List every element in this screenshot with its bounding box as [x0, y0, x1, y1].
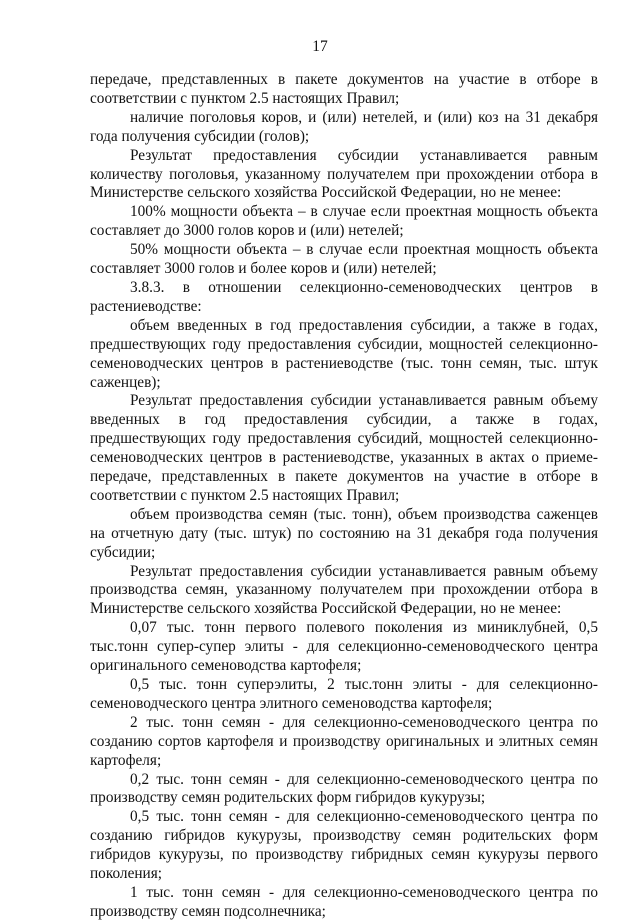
paragraph: Результат предоставления субсидии устанавливается равным количеству поголовья, указанному получателем при прохождении отбора в Министерстве сельского хозяйства Российской Федерации, но не менее: [90, 146, 598, 202]
paragraph: 3.8.3. в отношении селекционно-семеноводческих центров в растениеводстве: [90, 278, 598, 315]
paragraph: Результат предоставления субсидии устанавливается равным объему производства семян, указанному получателем при прохождении отбора в Министерстве сельского хозяйства Российской Федерации, но не менее: [90, 562, 598, 618]
paragraph: передаче, представленных в пакете документов на участие в отборе в соответствии с пунктом 2.5 настоящих Правил; [90, 71, 598, 107]
paragraph: наличие поголовья коров, и (или) нетелей, и (или) коз на 31 декабря года получения субсидии (голов); [90, 108, 598, 145]
paragraph: 0,5 тыс. тонн суперэлиты, 2 тыс.тонн элиты - для селекционно-семеноводческого центра элитного семеноводства картофеля; [90, 676, 598, 712]
paragraph: 2 тыс. тонн семян - для селекционно-семеноводческого центра по созданию сортов картофеля и производству оригинальных и элитных семян картофеля; [90, 713, 598, 769]
paragraph: 0,07 тыс. тонн первого полевого поколения из миниклубней, 0,5 тыс.тонн супер-супер элиты - для селекционно-семеноводческого центра оригинального семеноводства картофеля; [90, 619, 598, 675]
paragraph: объем введенных в год предоставления субсидии, а также в годах, предшествующих году предоставления субсидии, мощностей селекционно-семеноводческих центров в растениеводстве (тыс. тонн семян, тыс. штук саженцев); [90, 316, 598, 391]
page-number: 17 [312, 38, 328, 55]
paragraph: 50% мощности объекта – в случае если проектная мощность объекта составляет 3000 голов и более коров и (или) нетелей; [90, 241, 598, 278]
document-body [90, 71, 598, 922]
paragraph: Результат предоставления субсидии устанавливается равным объему введенных в год предоставления субсидии, а также в годах, предшествующих году предоставления субсидий, мощностей селекционно-семеноводческих центров в растениеводстве, указанных в актах о приеме-передаче, представленных в пакете документов на участие в отборе в соответствии с пунктом 2.5 настоящих Правил; [90, 392, 598, 504]
paragraph: 0,2 тыс. тонн семян - для селекционно-семеноводческого центра по производству семян родительских форм гибридов кукурузы; [90, 770, 598, 807]
paragraph: 100% мощности объекта – в случае если проектная мощность объекта составляет до 3000 голов коров и (или) нетелей; [90, 203, 598, 240]
paragraph: 1 тыс. тонн семян - для селекционно-семеноводческого центра по производству семян подсолнечника; [90, 883, 598, 920]
paragraph: 0,5 тыс. тонн семян - для селекционно-семеноводческого центра по созданию гибридов кукурузы, производству семян родительских форм гибридов кукурузы, по производству гибридных семян кукурузы первого поколения; [90, 808, 598, 883]
paragraph: объем производства семян (тыс. тонн), объем производства саженцев на отчетную дату (тыс. штук) по состоянию на 31 декабря года получения субсидии; [90, 505, 598, 561]
